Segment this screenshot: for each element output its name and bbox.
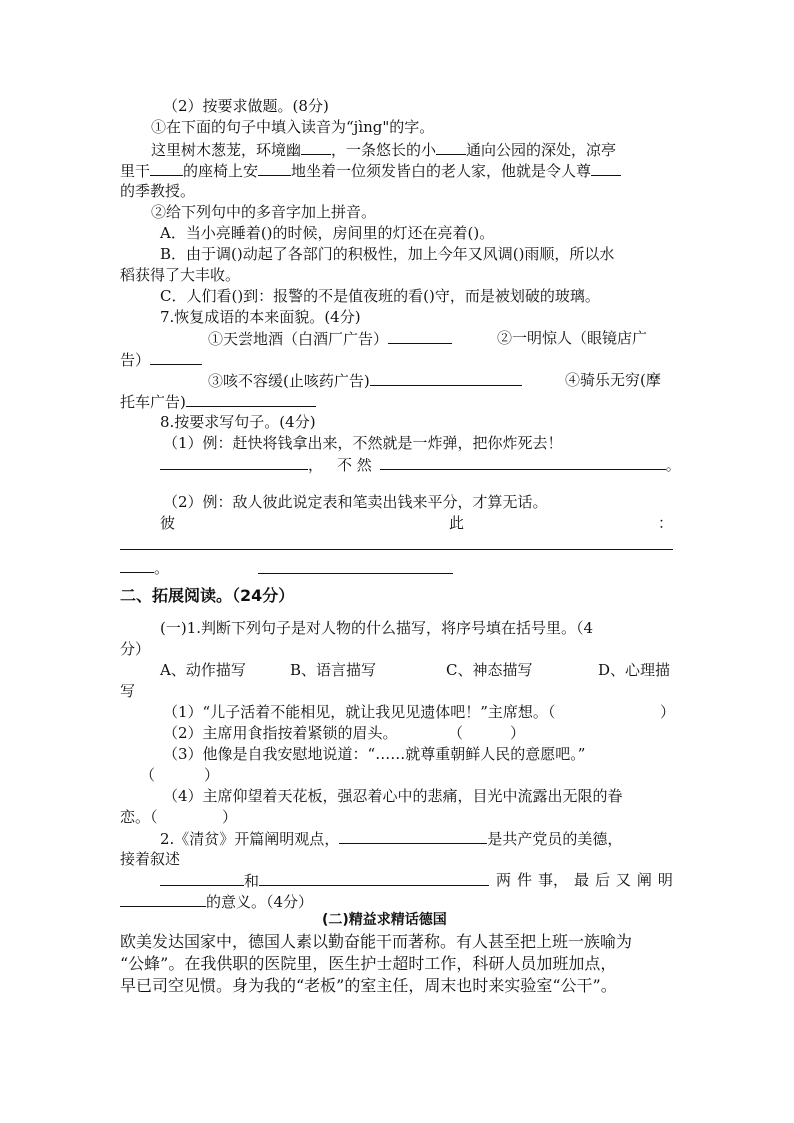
- s2-q2-tail-6: 又: [615, 871, 631, 889]
- s2-q2-blank-4[interactable]: [120, 891, 206, 907]
- s2-q2-line2: 接着叙述: [120, 850, 181, 868]
- s2-q2-end: 的意义。（4分）: [206, 893, 314, 911]
- q8-ex2-word-1: 彼: [160, 514, 176, 532]
- q8-ex1-answer: [160, 454, 681, 475]
- q8-ex1-end: 。: [665, 456, 681, 474]
- q7-item4-blank[interactable]: [186, 391, 316, 407]
- s2-part2-p1: 欧美发达国家中，德国人素以勤奋能干而著称。有人甚至把上班一族喻为: [120, 932, 633, 951]
- q2-sub1-text-d: 里干: [120, 162, 151, 180]
- s2-q2-line4: [120, 891, 313, 912]
- q7-item3-blank[interactable]: [370, 370, 522, 386]
- q7-item1-text: ①天尝地酒（白酒厂广告）: [208, 330, 389, 348]
- q2-sub2-c: C．人们看()到：报警的不是值夜班的看()守，而是被划破的玻璃。: [160, 287, 600, 305]
- q2-sub1-instruction: ①在下面的句子中填入读音为“jìng"的字。: [151, 118, 435, 136]
- s2-sentence-3-open[interactable]: （: [140, 766, 156, 784]
- s2-sentence-3: （3）他像是自我安慰地说道：“……就尊重朝鲜人民的意愿吧。”: [163, 745, 586, 763]
- q7-item3-text: ③咳不容缓(止咳药广告): [208, 372, 370, 390]
- blank-jing-2[interactable]: [436, 139, 466, 155]
- s2-q2-blank-1[interactable]: [339, 828, 487, 844]
- q8-ex1-mid: 不 然: [337, 456, 372, 474]
- section2-title: 二、拓展阅读。（24分）: [120, 586, 295, 605]
- q2-sub2-instruction: ②给下列句中的多音字加上拼音。: [151, 203, 377, 221]
- q8-answer-line[interactable]: [120, 549, 673, 550]
- q2-sub1-text-c: 通向公园的深处，凉亭: [466, 141, 617, 159]
- q8-ex1-blank-2[interactable]: [380, 454, 666, 470]
- q2-sub2-b1: B．由于调()动起了各部门的积极性，加上今年又风调()雨顺，所以水: [160, 245, 615, 263]
- q7-item3: [208, 370, 522, 391]
- s2-sentence-2-open[interactable]: （: [448, 724, 464, 742]
- option-d: D、心理描: [598, 661, 671, 679]
- blank-jing-1[interactable]: [301, 139, 331, 155]
- q8-ex1-blank-1[interactable]: [160, 454, 308, 470]
- q2-sub2-b2: 稻获得了大丰收。: [120, 266, 241, 284]
- q2-sub1-text-a: 这里树木葱茏，环境幽: [151, 141, 302, 159]
- q2-sub1-line2: [120, 160, 621, 181]
- blank-jing-5[interactable]: [591, 160, 621, 176]
- s2-part2-p2: “公蜂”。在我供职的医院里，医生护士超时工作，科研人员加班加点，: [120, 954, 617, 973]
- s2-sentence-4a: （4）主席仰望着天花板，强忍着心中的悲痛，目光中流露出无限的眷: [163, 787, 623, 805]
- s2-sentence-4-close[interactable]: ）: [222, 808, 238, 826]
- q2-sub1-line1: [151, 139, 616, 160]
- q8-ex2: （2）例：敌人彼此说定表和笔卖出钱来平分，才算无话。: [163, 493, 548, 511]
- s2-q2-blank-3[interactable]: [259, 870, 489, 886]
- blank-jing-4[interactable]: [258, 160, 291, 176]
- s2-q2-tail-1: 两: [496, 871, 512, 889]
- s2-q2-tail-3: 事，: [537, 871, 568, 889]
- q2-sub1-line3: 的季教授。: [120, 182, 196, 200]
- q7-item1: [208, 328, 452, 349]
- s2-q2-tail-4: 最: [573, 871, 589, 889]
- q8-extra-line[interactable]: [258, 573, 453, 574]
- s2-q2-post: 是共产党员的美德，: [487, 830, 623, 848]
- s2-sentence-1: （1）“儿子活着不能相见，就让我见见遗体吧！”主席想。（: [163, 703, 556, 721]
- blank-jing-3[interactable]: [150, 160, 183, 176]
- q7-item4b-text: 托车广告): [120, 393, 186, 411]
- s2-sentence-2-close[interactable]: ）: [510, 724, 526, 742]
- q7-item2-blank[interactable]: [150, 349, 202, 365]
- q8-ex2-word-2: 此: [448, 514, 464, 532]
- q2-sub1-text-b: ，一条悠长的小: [331, 141, 437, 159]
- q2-header: （2）按要求做题。(8分): [163, 97, 329, 115]
- q2-sub1-text-f: 地坐着一位须发皆白的老人家，他就是令人尊: [291, 162, 592, 180]
- s2-q2-pre: 2.《清贫》开篇阐明观点，: [160, 830, 340, 848]
- q8-ex2-colon: ：: [657, 514, 673, 532]
- option-c: C、神态描写: [446, 661, 533, 679]
- q8-ex2-period: 。: [154, 559, 170, 577]
- s2-q1-line1: (一)1.判断下列句子是对人物的什么描写，将序号填在括号里。（4: [160, 619, 594, 637]
- option-d-wrap: 写: [120, 682, 136, 700]
- q8-ex2-end: [120, 557, 169, 578]
- s2-q2-blank-2[interactable]: [160, 870, 244, 886]
- option-a: A、动作描写: [160, 661, 246, 679]
- s2-sentence-3-close[interactable]: ）: [204, 766, 220, 784]
- q8-ex2-blank-end[interactable]: [120, 557, 154, 573]
- s2-q1-line2: 分）: [120, 640, 151, 658]
- q8-header: 8.按要求写句子。(4分): [160, 413, 316, 431]
- s2-q2-tail-7: 阐: [636, 871, 652, 889]
- s2-q2-line3: [160, 870, 489, 891]
- q7-item4a: ④骑乐无穷(摩: [565, 371, 661, 389]
- q7-item2b: [120, 349, 202, 370]
- s2-q2-line1: [160, 828, 622, 849]
- s2-q2-tail-8: 明: [657, 871, 673, 889]
- q7-item2a: ②一明惊人（眼镜店广: [497, 329, 648, 347]
- q7-item1-blank[interactable]: [388, 328, 452, 344]
- option-b: B、语言描写: [290, 661, 377, 679]
- s2-q2-tail-2: 件: [516, 871, 532, 889]
- s2-sentence-4b: 恋。（: [120, 808, 158, 826]
- s2-q2-line3-tail: [496, 870, 673, 890]
- q8-ex1: （1）例：赶快将钱拿出来，不然就是一炸弹，把你炸死去！: [163, 434, 563, 452]
- q2-sub2-a: A．当小亮睡着()的时候，房间里的灯还在亮着()。: [160, 224, 495, 242]
- s2-sentence-1-close[interactable]: ）: [660, 703, 676, 721]
- q8-ex2-answer: [160, 513, 673, 533]
- s2-q2-and: 和: [244, 872, 260, 890]
- s2-sentence-2: （2）主席用食指按着紧锁的眉头。: [163, 724, 398, 742]
- s2-part2-title: (二)精益求精话德国: [322, 912, 447, 928]
- s2-part2-p3: 早已司空见惯。身为我的“老板”的室主任，周末也时来实验室“公干”。: [120, 976, 617, 995]
- q8-ex1-comma: ，: [308, 456, 324, 474]
- q2-sub1-text-e: 的座椅上安: [183, 162, 259, 180]
- q7-item4b: [120, 391, 316, 412]
- q7-item2b-text: 告）: [120, 351, 151, 369]
- s2-q2-tail-5: 后: [594, 871, 610, 889]
- q7-header: 7.恢复成语的本来面貌。(4分): [160, 308, 361, 326]
